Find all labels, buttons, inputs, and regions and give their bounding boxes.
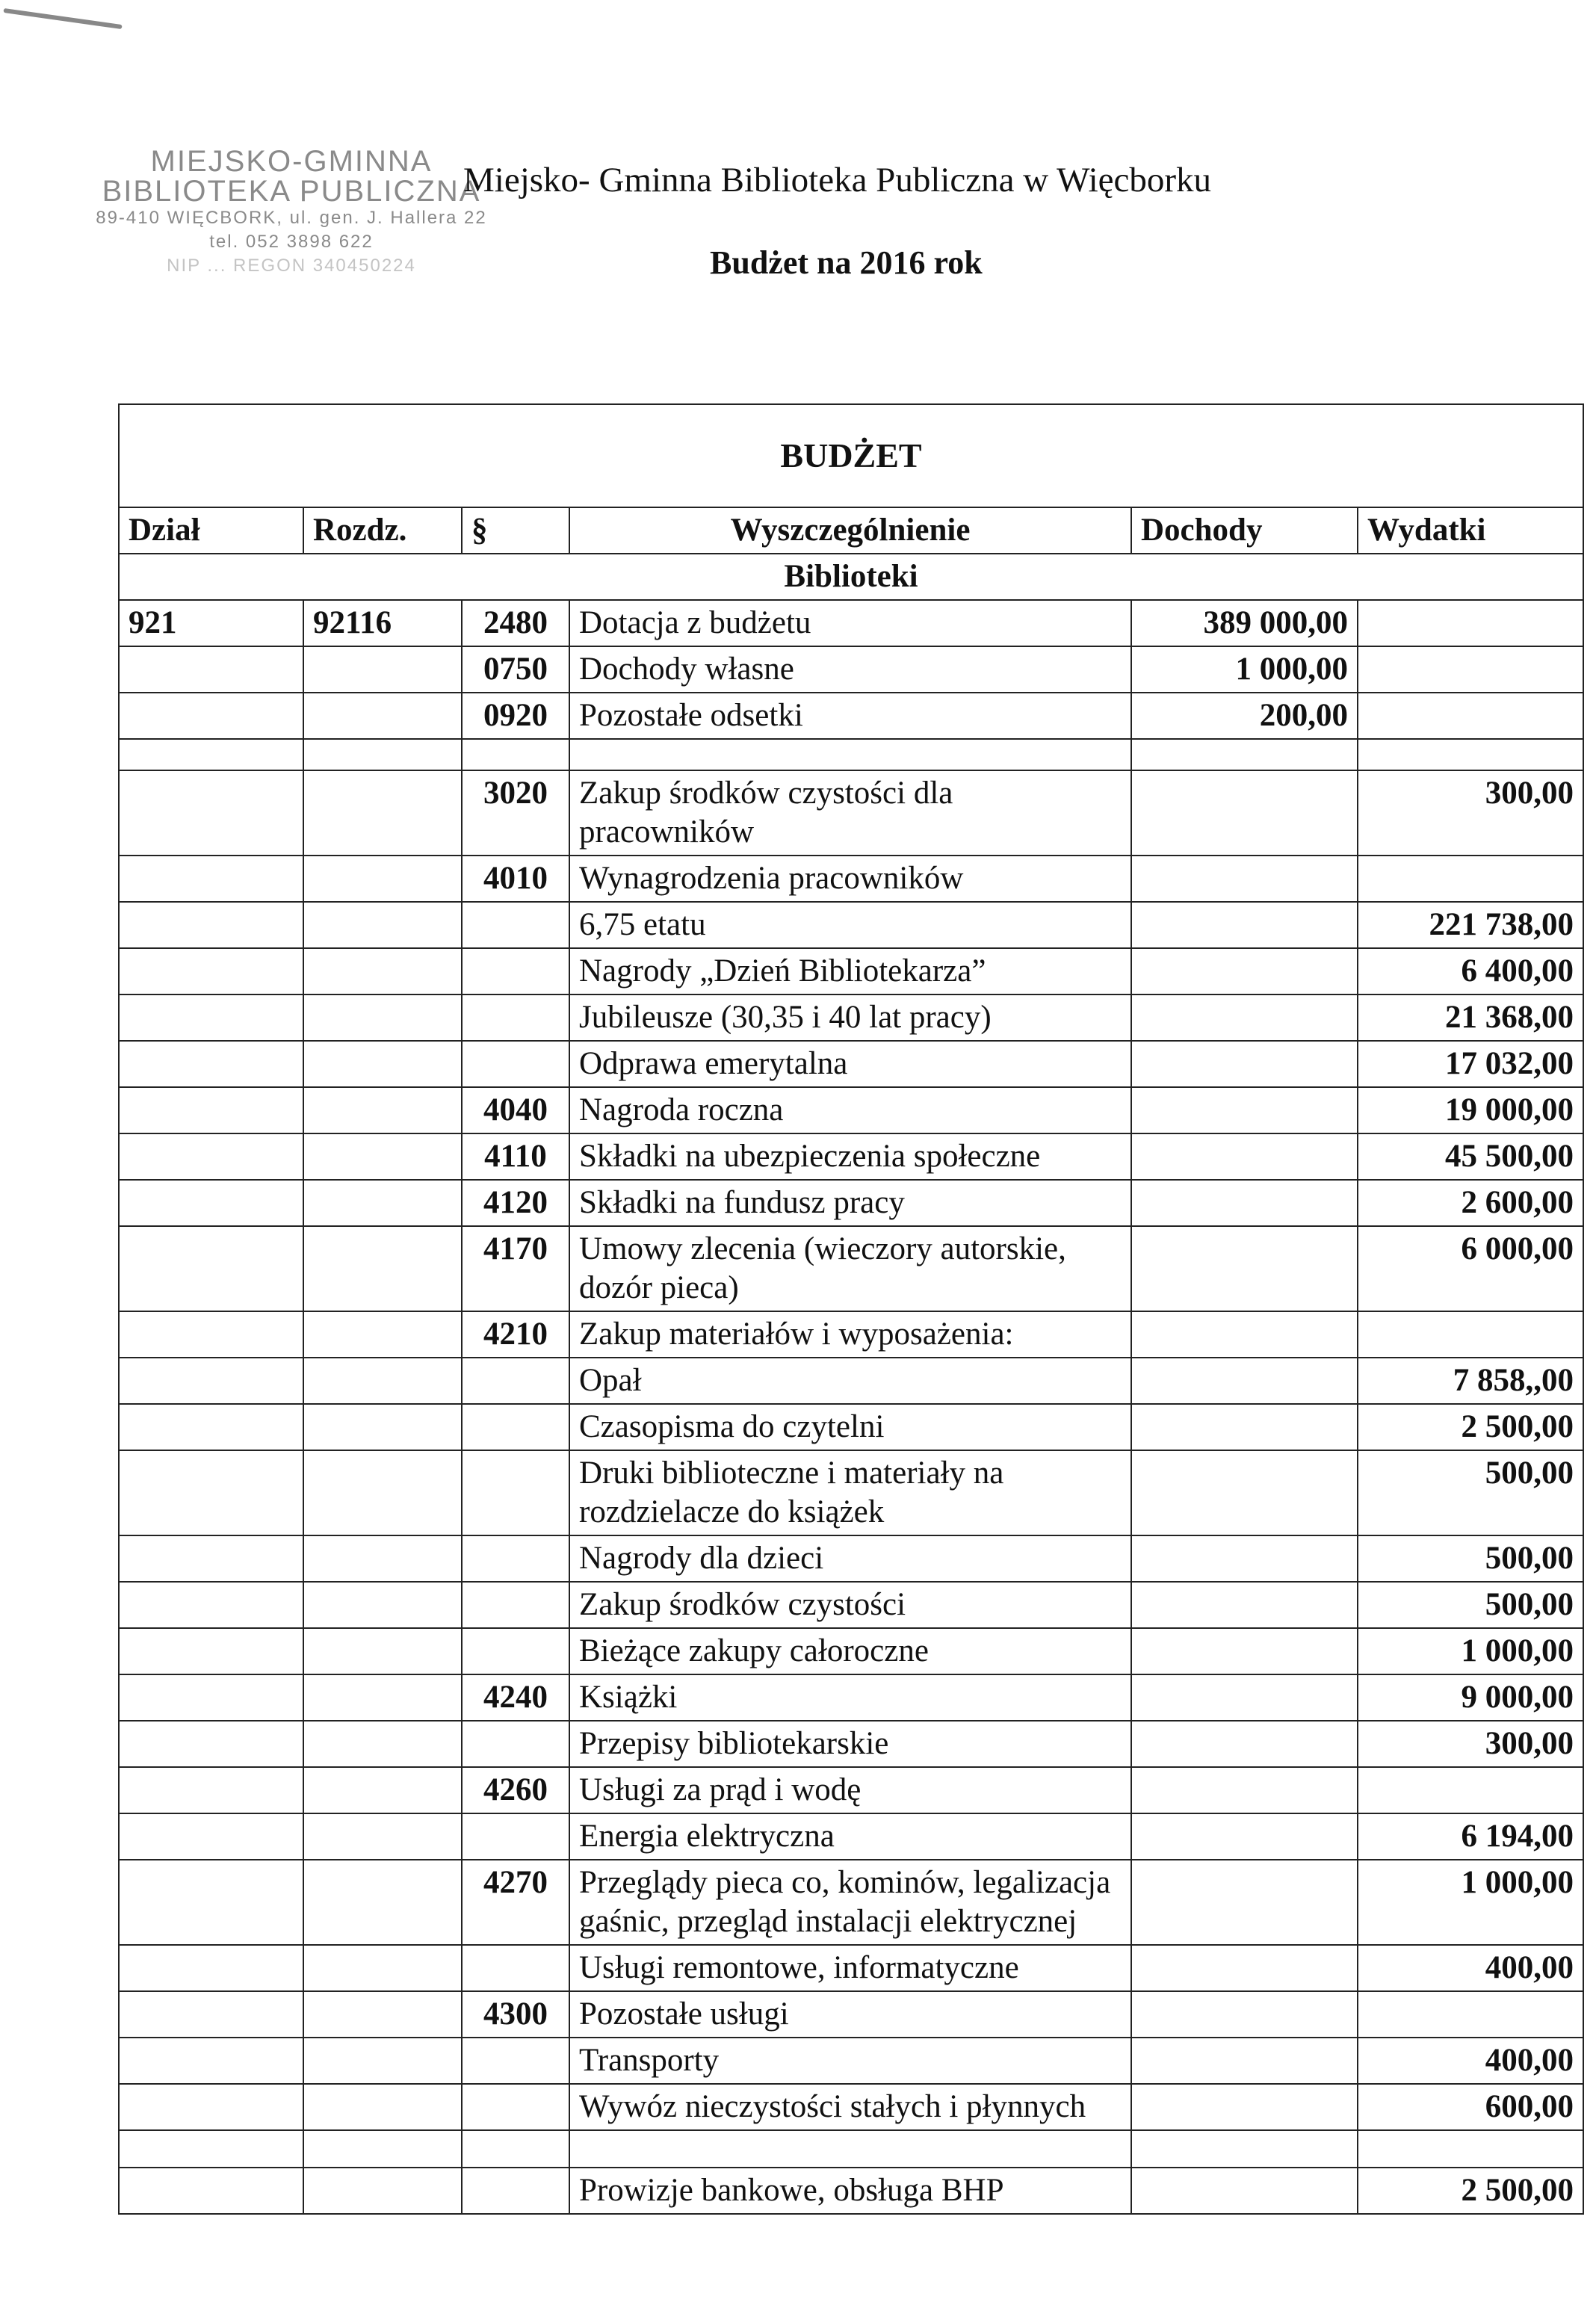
cell-rozdz xyxy=(303,646,462,693)
cell-paragraph xyxy=(462,1535,569,1582)
cell-dochody xyxy=(1131,1087,1358,1133)
cell-dochody xyxy=(1131,1628,1358,1674)
cell-dochody xyxy=(1131,2038,1358,2084)
cell-description: Usługi remontowe, informatyczne xyxy=(569,1945,1131,1991)
cell-paragraph xyxy=(462,1582,569,1628)
cell-dzial xyxy=(119,1311,303,1358)
cell-paragraph: 4260 xyxy=(462,1767,569,1813)
table-row xyxy=(119,1674,1583,1721)
table-row xyxy=(119,1226,1583,1311)
cell-rozdz xyxy=(303,1860,462,1945)
cell-dzial xyxy=(119,693,303,739)
cell-description: Składki na ubezpieczenia społeczne xyxy=(569,1133,1131,1180)
cell-dochody xyxy=(1131,1813,1358,1860)
cell-wydatki xyxy=(1358,856,1583,902)
stamp-line: MIEJSKO-GMINNA xyxy=(150,145,433,178)
cell-wydatki xyxy=(1358,1767,1583,1813)
table-row xyxy=(119,1945,1583,1991)
table-row xyxy=(119,1721,1583,1767)
table-row xyxy=(119,770,1583,856)
cell-dzial xyxy=(119,2084,303,2130)
table-row xyxy=(119,2168,1583,2214)
organization-name: Miejsko- Gminna Biblioteka Publiczna w Więcborku xyxy=(463,161,1212,199)
cell-description: Wynagrodzenia pracowników xyxy=(569,856,1131,902)
cell-rozdz xyxy=(303,856,462,902)
blank-row xyxy=(119,739,1583,770)
cell-wydatki xyxy=(1358,739,1583,770)
cell-rozdz xyxy=(303,2168,462,2214)
cell-wydatki: 300,00 xyxy=(1358,770,1583,856)
cell-dochody xyxy=(1131,994,1358,1041)
cell-paragraph xyxy=(462,902,569,948)
library-stamp xyxy=(82,146,501,278)
cell-dochody xyxy=(1131,1767,1358,1813)
table-row xyxy=(119,1358,1583,1404)
blank-row xyxy=(119,2130,1583,2168)
cell-wydatki: 7 858,,00 xyxy=(1358,1358,1583,1404)
table-row xyxy=(119,1628,1583,1674)
cell-dzial xyxy=(119,1133,303,1180)
cell-dzial xyxy=(119,1991,303,2038)
cell-paragraph: 4110 xyxy=(462,1133,569,1180)
cell-description: Pozostałe usługi xyxy=(569,1991,1131,2038)
cell-description: Nagroda roczna xyxy=(569,1087,1131,1133)
cell-wydatki: 21 368,00 xyxy=(1358,994,1583,1041)
stamp-address: 89-410 WIĘCBORK, ul. gen. J. Hallera 22 xyxy=(96,208,487,228)
cell-paragraph xyxy=(462,2038,569,2084)
cell-rozdz xyxy=(303,1087,462,1133)
cell-wydatki xyxy=(1358,646,1583,693)
cell-rozdz xyxy=(303,693,462,739)
cell-dzial xyxy=(119,1945,303,1991)
cell-dzial xyxy=(119,1180,303,1226)
cell-rozdz xyxy=(303,1674,462,1721)
cell-dochody xyxy=(1131,1450,1358,1535)
cell-rozdz xyxy=(303,739,462,770)
cell-dochody xyxy=(1131,1404,1358,1450)
cell-paragraph xyxy=(462,1945,569,1991)
cell-rozdz xyxy=(303,1813,462,1860)
table-row xyxy=(119,2038,1583,2084)
cell-description: Nagrody dla dzieci xyxy=(569,1535,1131,1582)
cell-dochody xyxy=(1131,2130,1358,2168)
cell-dzial xyxy=(119,1813,303,1860)
cell-dochody xyxy=(1131,739,1358,770)
cell-wydatki: 400,00 xyxy=(1358,2038,1583,2084)
table-row xyxy=(119,1450,1583,1535)
cell-dzial xyxy=(119,1860,303,1945)
cell-paragraph xyxy=(462,2084,569,2130)
cell-description: Odprawa emerytalna xyxy=(569,1041,1131,1087)
cell-wydatki: 1 000,00 xyxy=(1358,1628,1583,1674)
col-header-wydatki: Wydatki xyxy=(1358,507,1583,554)
col-header-dzial: Dział xyxy=(119,507,303,554)
cell-rozdz xyxy=(303,1582,462,1628)
cell-wydatki xyxy=(1358,1311,1583,1358)
cell-dochody xyxy=(1131,770,1358,856)
cell-dochody xyxy=(1131,1860,1358,1945)
cell-paragraph: 4120 xyxy=(462,1180,569,1226)
cell-dzial xyxy=(119,1358,303,1404)
cell-paragraph: 3020 xyxy=(462,770,569,856)
cell-paragraph: 4170 xyxy=(462,1226,569,1311)
cell-rozdz xyxy=(303,1628,462,1674)
cell-wydatki xyxy=(1358,600,1583,646)
cell-paragraph: 0750 xyxy=(462,646,569,693)
col-header-paragraph: § xyxy=(462,507,569,554)
cell-paragraph: 2480 xyxy=(462,600,569,646)
table-row xyxy=(119,994,1583,1041)
cell-rozdz xyxy=(303,1450,462,1535)
cell-dzial xyxy=(119,948,303,994)
cell-paragraph xyxy=(462,994,569,1041)
table-row xyxy=(119,1535,1583,1582)
cell-paragraph xyxy=(462,948,569,994)
cell-wydatki: 17 032,00 xyxy=(1358,1041,1583,1087)
col-header-rozdz: Rozdz. xyxy=(303,507,462,554)
cell-wydatki: 2 600,00 xyxy=(1358,1180,1583,1226)
table-row xyxy=(119,1180,1583,1226)
cell-paragraph xyxy=(462,739,569,770)
cell-dochody xyxy=(1131,1358,1358,1404)
cell-wydatki: 6 194,00 xyxy=(1358,1813,1583,1860)
table-row xyxy=(119,1404,1583,1450)
cell-rozdz xyxy=(303,1311,462,1358)
cell-dochody: 200,00 xyxy=(1131,693,1358,739)
cell-dzial xyxy=(119,856,303,902)
cell-dzial xyxy=(119,1535,303,1582)
cell-paragraph xyxy=(462,1404,569,1450)
table-row xyxy=(119,948,1583,994)
cell-rozdz xyxy=(303,1358,462,1404)
table-row xyxy=(119,1087,1583,1133)
cell-dzial xyxy=(119,2130,303,2168)
cell-paragraph: 4210 xyxy=(462,1311,569,1358)
cell-paragraph xyxy=(462,2168,569,2214)
cell-wydatki xyxy=(1358,1991,1583,2038)
cell-wydatki: 45 500,00 xyxy=(1358,1133,1583,1180)
cell-wydatki: 1 000,00 xyxy=(1358,1860,1583,1945)
cell-dzial xyxy=(119,1404,303,1450)
document-title: Budżet na 2016 rok xyxy=(710,244,983,281)
table-row xyxy=(119,2084,1583,2130)
cell-wydatki: 300,00 xyxy=(1358,1721,1583,1767)
cell-dzial xyxy=(119,1674,303,1721)
cell-paragraph: 4010 xyxy=(462,856,569,902)
cell-description: Energia elektryczna xyxy=(569,1813,1131,1860)
cell-rozdz xyxy=(303,2130,462,2168)
cell-rozdz xyxy=(303,1180,462,1226)
cell-wydatki: 2 500,00 xyxy=(1358,1404,1583,1450)
cell-dochody: 1 000,00 xyxy=(1131,646,1358,693)
cell-wydatki: 500,00 xyxy=(1358,1450,1583,1535)
cell-rozdz xyxy=(303,1767,462,1813)
cell-paragraph: 4040 xyxy=(462,1087,569,1133)
table-row xyxy=(119,1813,1583,1860)
cell-description: Umowy zlecenia (wieczory autorskie, dozór pieca) xyxy=(569,1226,1131,1311)
cell-description: Usługi za prąd i wodę xyxy=(569,1767,1131,1813)
cell-dochody xyxy=(1131,1041,1358,1087)
cell-dochody xyxy=(1131,1226,1358,1311)
table-row xyxy=(119,693,1583,739)
cell-rozdz xyxy=(303,2038,462,2084)
cell-description: Składki na fundusz pracy xyxy=(569,1180,1131,1226)
cell-rozdz xyxy=(303,902,462,948)
cell-description: Przepisy bibliotekarskie xyxy=(569,1721,1131,1767)
cell-paragraph xyxy=(462,1450,569,1535)
cell-paragraph xyxy=(462,1358,569,1404)
cell-description: 6,75 etatu xyxy=(569,902,1131,948)
cell-description: Zakup środków czystości dla pracowników xyxy=(569,770,1131,856)
cell-wydatki xyxy=(1358,2130,1583,2168)
cell-dzial xyxy=(119,2168,303,2214)
cell-dzial xyxy=(119,1628,303,1674)
table-row xyxy=(119,1582,1583,1628)
cell-dzial xyxy=(119,2038,303,2084)
cell-rozdz xyxy=(303,770,462,856)
cell-rozdz xyxy=(303,1133,462,1180)
cell-dochody xyxy=(1131,1535,1358,1582)
table-title: BUDŻET xyxy=(119,404,1583,507)
cell-paragraph: 0920 xyxy=(462,693,569,739)
cell-dochody xyxy=(1131,2084,1358,2130)
cell-description: Nagrody „Dzień Bibliotekarza” xyxy=(569,948,1131,994)
cell-description: Czasopisma do czytelni xyxy=(569,1404,1131,1450)
table-row xyxy=(119,1767,1583,1813)
cell-dochody xyxy=(1131,2168,1358,2214)
section-row xyxy=(119,554,1583,600)
cell-paragraph xyxy=(462,1721,569,1767)
cell-dochody xyxy=(1131,856,1358,902)
table-row xyxy=(119,902,1583,948)
cell-description: Przeglądy pieca co, kominów, legalizacja gaśnic, przegląd instalacji elektrycznej xyxy=(569,1860,1131,1945)
cell-dochody xyxy=(1131,1991,1358,2038)
cell-wydatki: 6 400,00 xyxy=(1358,948,1583,994)
table-row xyxy=(119,1133,1583,1180)
col-header-dochody: Dochody xyxy=(1131,507,1358,554)
cell-description: Książki xyxy=(569,1674,1131,1721)
cell-dochody xyxy=(1131,948,1358,994)
cell-description: Opał xyxy=(569,1358,1131,1404)
cell-description xyxy=(569,2130,1131,2168)
cell-dochody xyxy=(1131,1582,1358,1628)
cell-dzial xyxy=(119,1226,303,1311)
budget-table xyxy=(118,403,1584,2215)
cell-wydatki: 500,00 xyxy=(1358,1582,1583,1628)
cell-dochody xyxy=(1131,1945,1358,1991)
cell-paragraph xyxy=(462,1041,569,1087)
cell-description xyxy=(569,739,1131,770)
cell-rozdz xyxy=(303,1041,462,1087)
cell-paragraph xyxy=(462,1628,569,1674)
table-title-row xyxy=(119,404,1583,507)
cell-wydatki xyxy=(1358,693,1583,739)
cell-description: Zakup materiałów i wyposażenia: xyxy=(569,1311,1131,1358)
table-row xyxy=(119,1991,1583,2038)
table-header-row xyxy=(119,507,1583,554)
cell-description: Jubileusze (30,35 i 40 lat pracy) xyxy=(569,994,1131,1041)
stamp-ids: NIP ... REGON 340450224 xyxy=(167,256,416,276)
cell-dochody xyxy=(1131,1674,1358,1721)
cell-rozdz xyxy=(303,1945,462,1991)
cell-dzial xyxy=(119,1721,303,1767)
cell-description: Zakup środków czystości xyxy=(569,1582,1131,1628)
table-row xyxy=(119,600,1583,646)
cell-dzial xyxy=(119,1450,303,1535)
cell-wydatki: 9 000,00 xyxy=(1358,1674,1583,1721)
cell-rozdz: 92116 xyxy=(303,600,462,646)
cell-rozdz xyxy=(303,994,462,1041)
cell-dochody xyxy=(1131,1180,1358,1226)
col-header-description: Wyszczególnienie xyxy=(569,507,1131,554)
cell-wydatki: 400,00 xyxy=(1358,1945,1583,1991)
cell-wydatki: 600,00 xyxy=(1358,2084,1583,2130)
cell-rozdz xyxy=(303,1404,462,1450)
cell-dzial xyxy=(119,1087,303,1133)
cell-rozdz xyxy=(303,948,462,994)
cell-dzial xyxy=(119,994,303,1041)
cell-rozdz xyxy=(303,1991,462,2038)
cell-rozdz xyxy=(303,1721,462,1767)
cell-wydatki: 221 738,00 xyxy=(1358,902,1583,948)
cell-description: Wywóz nieczystości stałych i płynnych xyxy=(569,2084,1131,2130)
cell-wydatki: 6 000,00 xyxy=(1358,1226,1583,1311)
cell-paragraph xyxy=(462,1813,569,1860)
cell-dzial xyxy=(119,902,303,948)
cell-dzial xyxy=(119,1041,303,1087)
cell-paragraph: 4270 xyxy=(462,1860,569,1945)
cell-paragraph xyxy=(462,2130,569,2168)
table-row xyxy=(119,856,1583,902)
cell-dochody xyxy=(1131,1133,1358,1180)
table-row xyxy=(119,1311,1583,1358)
cell-dzial xyxy=(119,739,303,770)
cell-description: Dochody własne xyxy=(569,646,1131,693)
cell-dzial xyxy=(119,1767,303,1813)
cell-description: Dotacja z budżetu xyxy=(569,600,1131,646)
cell-dochody xyxy=(1131,902,1358,948)
cell-description: Bieżące zakupy całoroczne xyxy=(569,1628,1131,1674)
cell-dzial: 921 xyxy=(119,600,303,646)
cell-description: Pozostałe odsetki xyxy=(569,693,1131,739)
section-title: Biblioteki xyxy=(119,554,1583,600)
table-row xyxy=(119,1860,1583,1945)
cell-rozdz xyxy=(303,2084,462,2130)
cell-dzial xyxy=(119,646,303,693)
cell-description: Druki biblioteczne i materiały na rozdzielacze do książek xyxy=(569,1450,1131,1535)
cell-description: Transporty xyxy=(569,2038,1131,2084)
cell-dochody: 389 000,00 xyxy=(1131,600,1358,646)
cell-paragraph: 4240 xyxy=(462,1674,569,1721)
cell-dzial xyxy=(119,1582,303,1628)
table-row xyxy=(119,1041,1583,1087)
table-row xyxy=(119,646,1583,693)
cell-rozdz xyxy=(303,1226,462,1311)
stamp-phone: tel. 052 3898 622 xyxy=(209,232,374,252)
cell-dochody xyxy=(1131,1721,1358,1767)
cell-description: Prowizje bankowe, obsługa BHP xyxy=(569,2168,1131,2214)
cell-rozdz xyxy=(303,1535,462,1582)
stamp-line: BIBLIOTEKA PUBLICZNA xyxy=(102,175,481,208)
cell-dochody xyxy=(1131,1311,1358,1358)
cell-wydatki: 19 000,00 xyxy=(1358,1087,1583,1133)
pen-mark xyxy=(3,8,122,29)
cell-paragraph: 4300 xyxy=(462,1991,569,2038)
cell-wydatki: 500,00 xyxy=(1358,1535,1583,1582)
cell-wydatki: 2 500,00 xyxy=(1358,2168,1583,2214)
cell-dzial xyxy=(119,770,303,856)
